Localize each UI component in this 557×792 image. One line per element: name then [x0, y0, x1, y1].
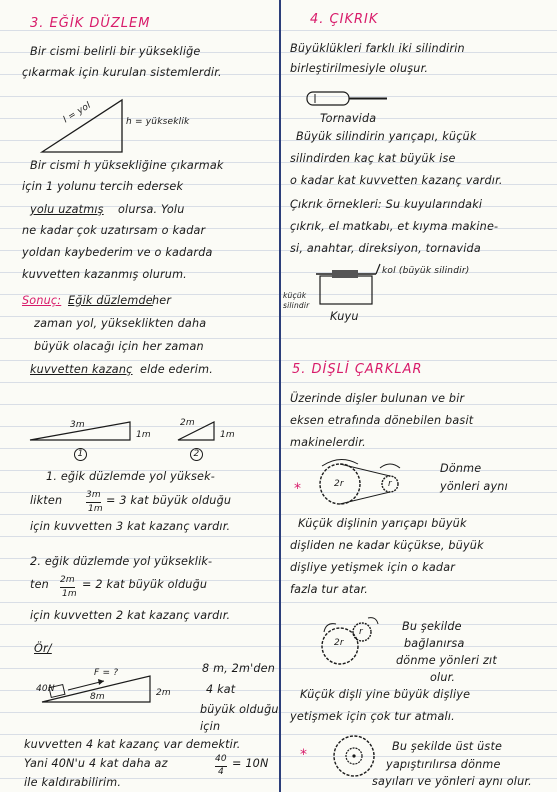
text-line: çıkrık, el matkabı, et kıyma makine- [290, 220, 499, 233]
sonuc-label: Sonuç: [22, 294, 62, 307]
section-5-title: 5. DİŞLİ ÇARKLAR [292, 362, 423, 377]
text-line: ne kadar çok uzatırsam o kadar [22, 224, 206, 237]
kucuk-label-2: silindir [283, 301, 310, 310]
gear-pair-belt [314, 458, 414, 510]
gear-stacked [332, 732, 380, 780]
text-line: elde ederim. [140, 363, 213, 376]
column-divider [279, 0, 281, 792]
text-line: büyük olacağı için her zaman [34, 340, 204, 353]
text-line: her [152, 294, 172, 307]
gear2-note: Bu şekilde [402, 620, 462, 633]
note-line: büyük olduğu [200, 703, 279, 716]
text-line: dişliden ne kadar küçükse, büyük [290, 539, 484, 552]
gear3-note: yapıştırılırsa dönme [386, 758, 501, 771]
underlined-text: yolu uzatmış [30, 203, 104, 216]
ramp-2-length: 2m [180, 418, 195, 428]
kol-label: kol (büyük silindir) [382, 266, 470, 276]
height-label: 2m [156, 688, 171, 698]
ramp-1-height: 1m [136, 430, 151, 440]
text-line: = 3 kat büyük olduğu [106, 494, 232, 507]
text-line: zaman yol, yükseklikten daha [34, 317, 207, 330]
text-line: için kuvvetten 3 kat kazanç vardır. [30, 520, 231, 533]
text-line: likten [30, 494, 63, 507]
fraction-den: 1m [88, 504, 103, 514]
text-line: dişliye yetişmek için o kadar [290, 561, 456, 574]
text-line: birleştirilmesiyle oluşur. [290, 62, 429, 75]
kuyu-label: Kuyu [330, 310, 359, 323]
text-line: Çıkrık örnekleri: Su kuyularındaki [290, 198, 483, 211]
well-diagram [312, 262, 392, 308]
fraction-den: 4 [218, 767, 224, 777]
text-line: = 2 kat büyük olduğu [82, 578, 208, 591]
star-icon: * [300, 747, 308, 763]
text-line: yoldan kaybederim ve o kadarda [22, 246, 213, 259]
tool-label: Tornavida [320, 112, 377, 125]
text-line: 1. eğik düzlemde yol yüksek- [46, 470, 215, 483]
screwdriver-icon [305, 88, 395, 110]
ramp-2-height: 1m [220, 430, 235, 440]
ramp-2-number: 2 [190, 448, 203, 461]
text-line: Bir cismi belirli bir yüksekliğe [30, 45, 201, 58]
text-line: Küçük dişli yine büyük dişliye [300, 688, 471, 701]
text-line: ten [30, 578, 49, 591]
text-line: Büyük silindirin yarıçapı, küçük [296, 130, 477, 143]
diagram-hyp-label: l = yol [61, 100, 93, 126]
fraction-num: 3m [86, 488, 101, 503]
text-line: için 1 yolunu tercih edersek [22, 180, 184, 193]
ramp-1-length: 3m [70, 420, 85, 430]
text-line: Büyüklükleri farklı iki silindirin [290, 42, 465, 55]
section-3-title: 3. EĞİK DÜZLEM [30, 16, 151, 31]
gear1-note: Dönme [440, 462, 482, 475]
text-line: için kuvvetten 2 kat kazanç vardır. [30, 609, 231, 622]
text-line: olursa. Yolu [118, 203, 185, 216]
text-line: si, anahtar, direksiyon, tornavida [290, 242, 481, 255]
ramp-1-number: 1 [74, 448, 87, 461]
fraction-den: 1m [62, 589, 77, 599]
underlined-text: kuvvetten kazanç [30, 363, 133, 376]
force-label: F = ? [94, 668, 119, 678]
fraction-num: 40 [215, 752, 227, 767]
fraction-num: 2m [60, 573, 75, 588]
gear-pair-meshed [318, 612, 388, 668]
text-line: makinelerdir. [290, 436, 366, 449]
gear2-big-label: 2r [334, 638, 344, 648]
underlined-text: Eğik düzlemde [68, 294, 153, 307]
gear1-note: yönleri aynı [440, 480, 508, 493]
text-line: silindirden kaç kat büyük ise [290, 152, 456, 165]
star-icon: * [294, 481, 302, 497]
text-line: Küçük dişlinin yarıçapı büyük [298, 517, 467, 530]
text-line: fazla tur atar. [290, 583, 369, 596]
note-line: 4 kat [206, 683, 236, 696]
text-line: Yani 40N'u 4 kat daha az [24, 757, 168, 770]
section-4-title: 4. ÇIKRIK [310, 12, 379, 27]
kucuk-label-1: küçük [283, 291, 307, 300]
text-line: kuvvetten kazanmış olurum. [22, 268, 187, 281]
text-line: o kadar kat kuvvetten kazanç vardır. [290, 174, 503, 187]
text-line: Üzerinde dişler bulunan ve bir [290, 392, 465, 405]
weight-label: 40N [36, 684, 55, 694]
example-label: Ör/ [34, 642, 52, 655]
diagram-side-label: h = yükseklik [126, 117, 190, 127]
text-line: çıkarmak için kurulan sistemlerdir. [22, 66, 222, 79]
gear2-small-label: r [359, 627, 363, 637]
text-line: Bir cismi h yüksekliğine çıkarmak [30, 159, 224, 172]
gear1-small-label: r [388, 479, 392, 489]
text-line: ile kaldırabilirim. [24, 776, 122, 789]
note-line: için [200, 720, 221, 733]
text-line: 2. eğik düzlemde yol yükseklik- [30, 555, 213, 568]
gear3-note: Bu şekilde üst üste [392, 740, 503, 753]
text-line: kuvvetten 4 kat kazanç var demektir. [24, 738, 241, 751]
note-line: 8 m, 2m'den [202, 662, 276, 675]
gear2-note: bağlanırsa [404, 637, 465, 650]
length-label: 8m [90, 692, 105, 702]
text-line: eksen etrafında dönebilen basit [290, 414, 474, 427]
gear2-note: dönme yönleri zıt [396, 654, 497, 667]
text-line: = 10N [232, 757, 269, 770]
gear3-note: sayıları ve yönleri aynı olur. [372, 775, 532, 788]
text-line: yetişmek için çok tur atmalı. [290, 710, 455, 723]
gear2-note: olur. [430, 671, 456, 684]
gear1-big-label: 2r [334, 479, 344, 489]
